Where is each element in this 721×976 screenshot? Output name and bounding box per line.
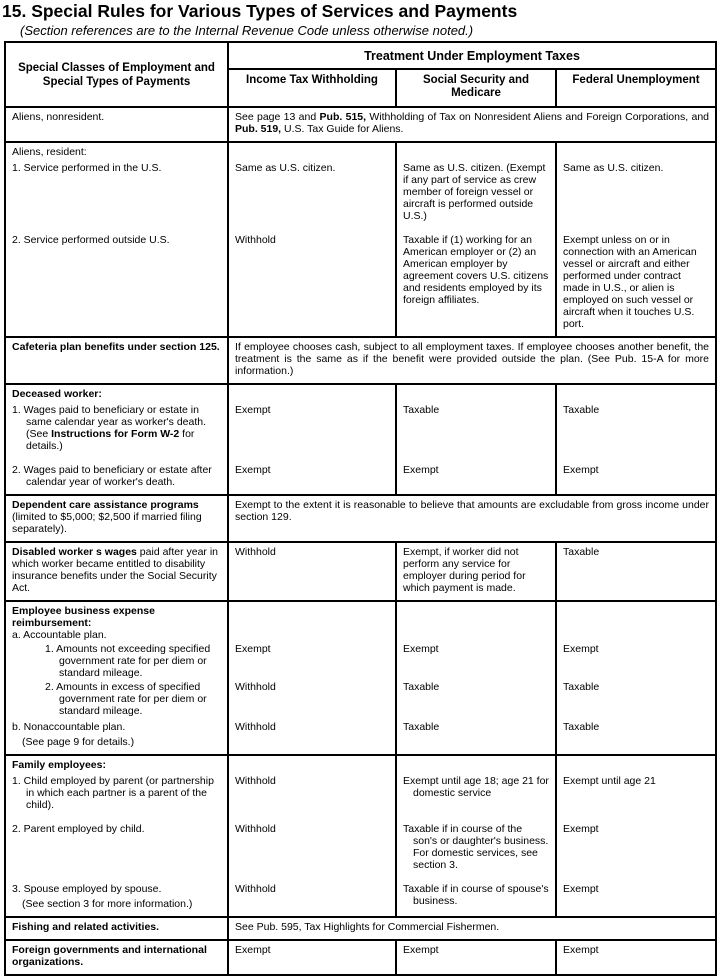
foreign-ss: Exempt — [395, 941, 555, 974]
family-item3-label: 3. Spouse employed by spouse. (See section 3 for more information.) — [6, 880, 227, 916]
family-item3-ss: Taxable if in course of spouse's business. — [395, 880, 555, 916]
row-employee-business-expense — [6, 600, 715, 754]
employee-b-label: b. Nonaccountable plan. (See page 9 for details.) — [6, 718, 227, 754]
employee-a2-ss: Taxable — [395, 680, 555, 718]
row-foreign-governments — [6, 939, 715, 974]
family-item2-itw: Withhold — [227, 820, 395, 880]
family-item3-note: (See section 3 for more information.) — [22, 898, 193, 910]
empty-cell — [227, 143, 395, 159]
deceased-item1-futa: Taxable — [555, 401, 715, 461]
row-cafeteria-plan — [6, 336, 715, 383]
aliens-resident-item2-ss: Taxable if (1) working for an American employer or (2) an American employer by agreement covers U.S. citizens and residents employed by its foreign affiliates. — [395, 231, 555, 336]
fishing-note: See Pub. 595, Tax Highlights for Commercial Fishermen. — [227, 918, 715, 939]
row-dependent-care — [6, 494, 715, 541]
deceased-item1-label: 1. Wages paid to beneficiary or estate in same calendar year as worker's death. (See Instructions for Form W-2 for details.) — [12, 404, 207, 452]
aliens-resident-item1-futa: Same as U.S. citizen. — [555, 159, 715, 231]
family-item2-label: 2. Parent employed by child. — [12, 823, 145, 835]
disabled-itw: Withhold — [227, 543, 395, 600]
family-item3-itw: Withhold — [227, 880, 395, 916]
employee-b-note: (See page 9 for details.) — [22, 736, 135, 748]
aliens-resident-item1-itw: Same as U.S. citizen. — [227, 159, 395, 231]
employee-business-heading — [6, 602, 227, 642]
family-item2-ss: Taxable if in course of the son's or daughter's business. For domestic services, see section 3. — [395, 820, 555, 880]
disabled-futa: Taxable — [555, 543, 715, 600]
deceased-item2-ss: Exempt — [395, 461, 555, 494]
dependent-care-note: Exempt to the extent it is reasonable to believe that amounts are excludable from gross income under section 129. — [227, 496, 715, 541]
foreign-label: Foreign governments and international organizations. — [12, 944, 207, 968]
accountable-plan-label: a. Accountable plan. — [12, 629, 107, 641]
aliens-resident-item2-label: 2. Service performed outside U.S. — [12, 234, 170, 246]
foreign-itw: Exempt — [227, 941, 395, 974]
empty-cell — [555, 143, 715, 159]
column-header-federal-unemployment: Federal Unemployment — [555, 70, 715, 106]
family-item1-label: 1. Child employed by parent (or partnership in which each partner is a parent of the child). — [12, 775, 214, 811]
empty-cell — [395, 385, 555, 401]
fishing-label: Fishing and related activities. — [12, 921, 160, 933]
deceased-item1-itw: Exempt — [227, 401, 395, 461]
dependent-care-label: Dependent care assistance programs (limited to $5,000; $2,500 if married filing separately). — [12, 499, 202, 535]
aliens-resident-item2-itw: Withhold — [227, 231, 395, 336]
deceased-item2-futa: Exempt — [555, 461, 715, 494]
employee-b-itw: Withhold — [227, 718, 395, 754]
row-disabled-worker — [6, 541, 715, 600]
page-title: 15. Special Rules for Various Types of Services and Payments — [2, 1, 518, 21]
column-header-income-tax-withholding: Income Tax Withholding — [227, 70, 395, 106]
disabled-label: Disabled worker s wages paid after year in which worker became entitled to disability insurance benefits under the Social Security Act. — [12, 546, 219, 594]
empty-cell — [555, 385, 715, 401]
empty-cell — [555, 756, 715, 772]
family-heading: Family employees: — [12, 759, 106, 771]
employee-a1-ss: Exempt — [395, 642, 555, 680]
employee-a1-itw: Exempt — [227, 642, 395, 680]
empty-cell — [555, 602, 715, 642]
table-header — [6, 43, 715, 106]
cafeteria-label: Cafeteria plan benefits under section 125. — [12, 341, 220, 353]
employee-a1-label: 1. Amounts not exceeding specified government rate for per diem or standard mileage. — [45, 643, 211, 679]
cafeteria-note: If employee chooses cash, subject to all employment taxes. If employee chooses another benefit, the treatment is the same as if the benefit were provided outside the plan. (See Pub. 15-A for more information.) — [227, 338, 715, 383]
family-item2-futa: Exempt — [555, 820, 715, 880]
empty-cell — [227, 385, 395, 401]
employee-b-futa: Taxable — [555, 718, 715, 754]
special-rules-table — [4, 41, 717, 976]
row-fishing — [6, 916, 715, 939]
deceased-heading: Deceased worker: — [12, 388, 102, 400]
row-deceased-worker — [6, 383, 715, 494]
deceased-item2-itw: Exempt — [227, 461, 395, 494]
row-aliens-resident — [6, 141, 715, 336]
column-header-special-classes: Special Classes of Employment and Special Types of Payments — [18, 61, 215, 88]
empty-cell — [227, 756, 395, 772]
empty-cell — [395, 756, 555, 772]
family-item1-futa: Exempt until age 21 — [555, 772, 715, 820]
employee-a2-futa: Taxable — [555, 680, 715, 718]
aliens-resident-heading: Aliens, resident: — [12, 146, 87, 158]
column-header-social-security-medicare: Social Security and Medicare — [395, 70, 555, 106]
employee-business-heading-text: Employee business expense reimbursement: — [12, 605, 155, 629]
empty-cell — [395, 143, 555, 159]
disabled-ss: Exempt, if worker did not perform any service for employer during period for which payment is made. — [395, 543, 555, 600]
family-item1-ss: Exempt until age 18; age 21 for domestic service — [395, 772, 555, 820]
column-header-treatment: Treatment Under Employment Taxes — [227, 43, 715, 70]
employee-a2-itw: Withhold — [227, 680, 395, 718]
row-aliens-nonresident — [6, 106, 715, 141]
aliens-nonresident-note: See page 13 and Pub. 515, Withholding of Tax on Nonresident Aliens and Foreign Corporations, and Pub. 519, U.S. Tax Guide for Aliens. — [227, 108, 715, 141]
employee-a2-label: 2. Amounts in excess of specified government rate for per diem or standard mileage. — [45, 681, 207, 717]
aliens-nonresident-label: Aliens, nonresident. — [12, 111, 105, 123]
aliens-resident-item1-label: 1. Service performed in the U.S. — [12, 162, 162, 174]
employee-a1-futa: Exempt — [555, 642, 715, 680]
row-family-employees — [6, 754, 715, 916]
aliens-resident-item2-futa: Exempt unless on or in connection with an American vessel or aircraft and either performed under contract made in U.S., or alien is employed on such vessel or aircraft when it touches U.S. port. — [555, 231, 715, 336]
foreign-futa: Exempt — [555, 941, 715, 974]
deceased-item2-label: 2. Wages paid to beneficiary or estate after calendar year of worker's death. — [12, 464, 212, 488]
employee-b-ss: Taxable — [395, 718, 555, 754]
family-item1-itw: Withhold — [227, 772, 395, 820]
page-subtitle: (Section references are to the Internal Revenue Code unless otherwise noted.) — [20, 23, 474, 38]
empty-cell — [227, 602, 395, 642]
aliens-resident-item1-ss: Same as U.S. citizen. (Exempt if any part of service as crew member of foreign vessel or aircraft is performed outside U.S.) — [395, 159, 555, 231]
empty-cell — [395, 602, 555, 642]
family-item3-futa: Exempt — [555, 880, 715, 916]
deceased-item1-ss: Taxable — [395, 401, 555, 461]
